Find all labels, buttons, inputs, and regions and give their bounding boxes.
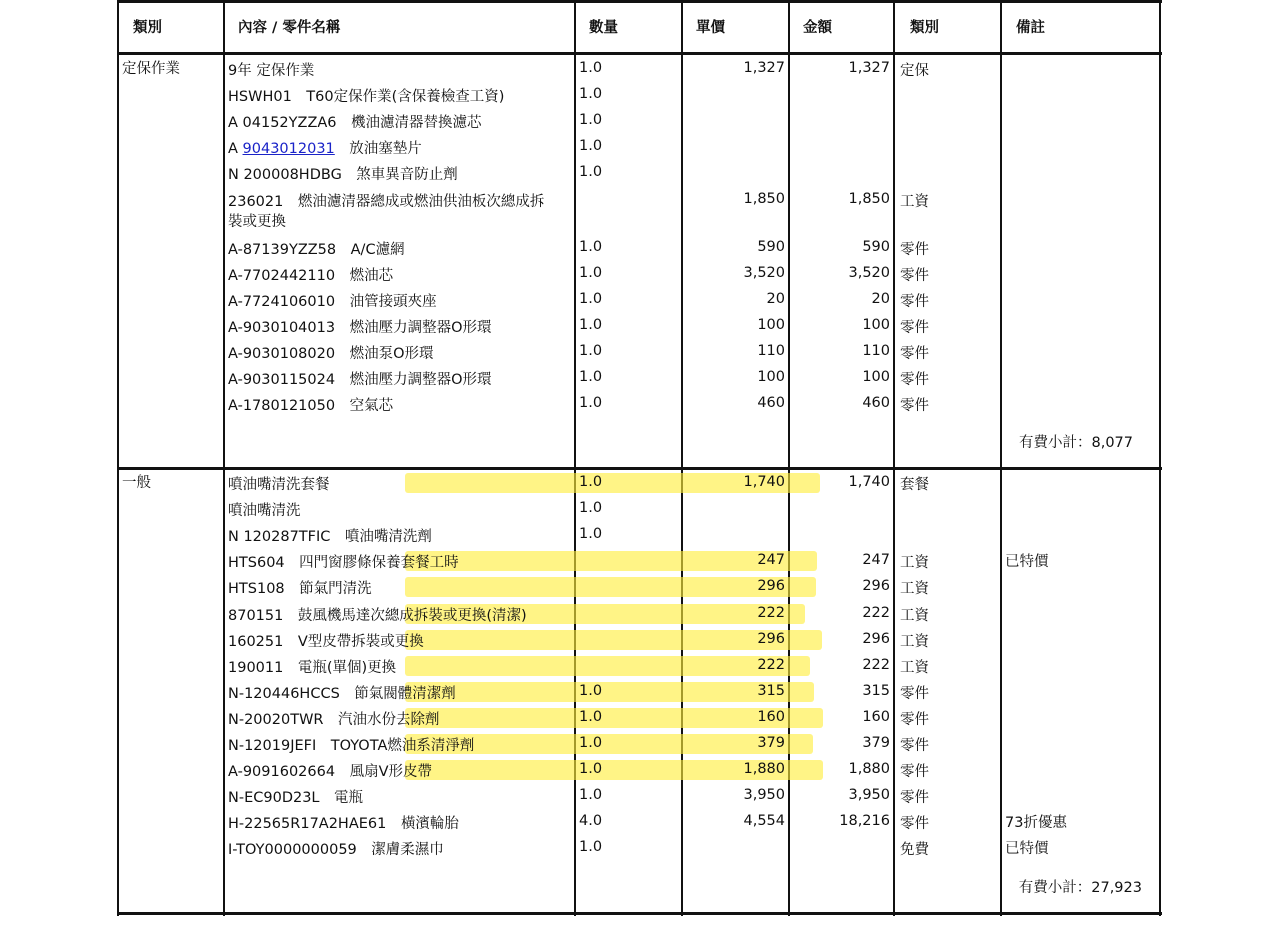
unit-price-cell: 1,327 bbox=[743, 60, 785, 76]
amount-cell: 1,850 bbox=[848, 190, 890, 207]
item-content: N-120446HCCS 節氣閥體清潔劑 bbox=[228, 685, 456, 702]
item-content: 190011 電瓶(單個)更換 bbox=[228, 659, 397, 676]
note-cell: 已特價 bbox=[1005, 841, 1049, 858]
table-border-left bbox=[117, 0, 119, 916]
item-content bbox=[228, 140, 422, 158]
qty-cell: 1.0 bbox=[579, 500, 603, 517]
item-content: 噴油嘴清洗 bbox=[228, 503, 301, 520]
item-content: A-1780121050 空氣芯 bbox=[228, 398, 394, 415]
amount-cell: 100 bbox=[862, 369, 890, 386]
item-content: N-12019JEFI TOYOTA燃油系清淨劑 bbox=[228, 738, 475, 754]
qty-cell: 1.0 bbox=[579, 682, 603, 699]
unit-price-cell: 1,740 bbox=[743, 474, 785, 490]
amount-cell: 3,950 bbox=[848, 787, 890, 804]
item-type-cell: 零件 bbox=[900, 764, 929, 781]
amount-cell: 590 bbox=[862, 238, 890, 255]
item-type-cell: 套餐 bbox=[900, 477, 929, 493]
qty-cell: 1.0 bbox=[579, 238, 603, 255]
item-type-cell: 零件 bbox=[900, 738, 929, 754]
unit-price-cell: 110 bbox=[757, 343, 785, 359]
qty-cell: 1.0 bbox=[579, 708, 603, 725]
qty-cell: 4.0 bbox=[579, 813, 603, 830]
unit-price-cell: 160 bbox=[757, 708, 785, 725]
qty-cell: 1.0 bbox=[579, 761, 603, 778]
qty-cell: 1.0 bbox=[579, 112, 603, 129]
section-subtotal: 有費小計：27,923 bbox=[1018, 880, 1142, 896]
note-cell: 已特價 bbox=[1005, 554, 1049, 571]
item-content: 870151 鼓風機馬達次總成拆裝或更換(清潔) bbox=[228, 607, 527, 624]
item-type-cell: 工資 bbox=[900, 193, 929, 210]
item-content: A-9091602664 風扇V形皮帶 bbox=[228, 764, 433, 781]
item-type-cell: 免費 bbox=[900, 842, 929, 859]
amount-cell: 296 bbox=[862, 578, 890, 595]
qty-cell: 1.0 bbox=[579, 60, 603, 76]
header-cell: 金額 bbox=[803, 20, 832, 36]
unit-price-cell: 590 bbox=[757, 238, 785, 255]
amount-cell: 315 bbox=[862, 682, 890, 699]
amount-cell: 160 bbox=[862, 708, 890, 725]
item-type-cell: 工資 bbox=[900, 607, 929, 624]
amount-cell: 247 bbox=[862, 552, 890, 569]
unit-price-cell: 3,950 bbox=[743, 787, 785, 804]
qty-cell: 1.0 bbox=[579, 264, 603, 281]
amount-cell: 379 bbox=[862, 735, 890, 751]
amount-cell: 18,216 bbox=[839, 813, 890, 830]
item-content: N 120287TFIC 噴油嘴清洗劑 bbox=[228, 529, 432, 546]
unit-price-cell: 20 bbox=[766, 290, 785, 307]
item-content: 160251 V型皮帶拆裝或更換 bbox=[228, 633, 424, 650]
qty-cell: 1.0 bbox=[579, 316, 603, 333]
amount-cell: 100 bbox=[862, 316, 890, 333]
item-type-cell: 零件 bbox=[900, 685, 929, 702]
item-content: I-TOY0000000059 潔膚柔濕巾 bbox=[228, 842, 444, 859]
amount-cell: 1,880 bbox=[848, 761, 890, 778]
item-type-cell: 零件 bbox=[900, 816, 929, 833]
amount-cell: 296 bbox=[862, 630, 890, 647]
unit-price-cell: 379 bbox=[757, 735, 785, 751]
table-border-bottom bbox=[117, 912, 1162, 915]
qty-cell: 1.0 bbox=[579, 343, 603, 359]
column-divider bbox=[223, 0, 225, 916]
item-content: N-20020TWR 汽油水份去除劑 bbox=[228, 711, 440, 728]
item-prefix: A bbox=[228, 141, 243, 158]
item-type-cell: 定保 bbox=[900, 63, 929, 79]
header-cell: 單價 bbox=[696, 20, 725, 36]
unit-price-cell: 222 bbox=[757, 604, 785, 621]
amount-cell: 110 bbox=[862, 343, 890, 359]
header-cell: 類別 bbox=[133, 20, 162, 36]
qty-cell: 1.0 bbox=[579, 164, 603, 181]
table-border-right bbox=[1159, 0, 1161, 916]
unit-price-cell: 222 bbox=[757, 656, 785, 673]
item-type-cell: 零件 bbox=[900, 267, 929, 284]
qty-cell: 1.0 bbox=[579, 787, 603, 804]
item-type-cell: 零件 bbox=[900, 241, 929, 258]
unit-price-cell: 100 bbox=[757, 316, 785, 333]
invoice-table bbox=[117, 0, 1162, 916]
qty-cell: 1.0 bbox=[579, 474, 603, 490]
item-content: A-9030104013 燃油壓力調整器O形環 bbox=[228, 319, 492, 336]
qty-cell: 1.0 bbox=[579, 369, 603, 386]
section-divider bbox=[117, 467, 1162, 470]
qty-cell: 1.0 bbox=[579, 839, 603, 856]
item-type-cell: 零件 bbox=[900, 398, 929, 415]
qty-cell: 1.0 bbox=[579, 86, 603, 103]
unit-price-cell: 1,880 bbox=[743, 761, 785, 778]
unit-price-cell: 100 bbox=[757, 369, 785, 386]
amount-cell: 3,520 bbox=[848, 264, 890, 281]
unit-price-cell: 315 bbox=[757, 682, 785, 699]
item-content: 噴油嘴清洗套餐 bbox=[228, 477, 330, 493]
item-name: 放油塞墊片 bbox=[334, 141, 422, 158]
item-content: A-9030108020 燃油泵O形環 bbox=[228, 346, 434, 362]
header-cell: 內容 / 零件名稱 bbox=[238, 20, 341, 36]
column-divider bbox=[1000, 0, 1002, 916]
header-cell: 備註 bbox=[1016, 20, 1045, 36]
item-type-cell: 工資 bbox=[900, 633, 929, 650]
unit-price-cell: 296 bbox=[757, 630, 785, 647]
item-type-cell: 工資 bbox=[900, 555, 929, 572]
item-type-cell: 工資 bbox=[900, 581, 929, 598]
unit-price-cell: 460 bbox=[757, 395, 785, 412]
item-content-continued: 裝或更換 bbox=[228, 213, 286, 230]
item-content: A-7702442110 燃油芯 bbox=[228, 267, 394, 284]
amount-cell: 1,740 bbox=[848, 474, 890, 490]
header-cell: 類別 bbox=[910, 20, 939, 36]
unit-price-cell: 296 bbox=[757, 578, 785, 595]
item-content: H-22565R17A2HAE61 橫濱輪胎 bbox=[228, 816, 459, 833]
item-type-cell: 零件 bbox=[900, 711, 929, 728]
column-divider bbox=[893, 0, 895, 916]
item-content: 236021 燃油濾清器總成或燃油供油板次總成拆 bbox=[228, 193, 545, 210]
item-type-cell: 零件 bbox=[900, 790, 929, 807]
header-cell: 數量 bbox=[589, 20, 618, 36]
amount-cell: 1,327 bbox=[848, 60, 890, 76]
qty-cell: 1.0 bbox=[579, 290, 603, 307]
amount-cell: 460 bbox=[862, 395, 890, 412]
section-category: 一般 bbox=[122, 475, 151, 491]
section-subtotal: 有費小計：8,077 bbox=[1018, 435, 1133, 451]
table-border-top bbox=[117, 0, 1162, 3]
item-content: HTS108 節氣門清洗 bbox=[228, 581, 372, 598]
qty-cell: 1.0 bbox=[579, 526, 603, 543]
item-content: A-9030115024 燃油壓力調整器O形環 bbox=[228, 372, 492, 389]
qty-cell: 1.0 bbox=[579, 138, 603, 155]
note-cell: 73折優惠 bbox=[1005, 815, 1067, 832]
header-divider bbox=[117, 52, 1162, 55]
item-type-cell: 零件 bbox=[900, 293, 929, 310]
item-type-cell: 零件 bbox=[900, 319, 929, 336]
item-content: N-EC90D23L 電瓶 bbox=[228, 790, 364, 807]
item-content: N 200008HDBG 煞車異音防止劑 bbox=[228, 167, 458, 184]
item-content: HTS604 四門窗膠條保養套餐工時 bbox=[228, 555, 459, 572]
amount-cell: 222 bbox=[862, 604, 890, 621]
qty-cell: 1.0 bbox=[579, 735, 603, 751]
unit-price-cell: 4,554 bbox=[743, 813, 785, 830]
unit-price-cell: 1,850 bbox=[743, 190, 785, 207]
item-content: HSWH01 T60定保作業(含保養檢查工資) bbox=[228, 89, 505, 106]
amount-cell: 20 bbox=[871, 290, 890, 307]
item-type-cell: 零件 bbox=[900, 346, 929, 362]
unit-price-cell: 247 bbox=[757, 552, 785, 569]
item-content: A 04152YZZA6 機油濾清器替換濾芯 bbox=[228, 115, 482, 132]
amount-cell: 222 bbox=[862, 656, 890, 673]
qty-cell: 1.0 bbox=[579, 395, 603, 412]
part-number-link[interactable]: 9043012031 bbox=[242, 141, 335, 158]
section-category: 定保作業 bbox=[122, 61, 180, 77]
item-content: 9年 定保作業 bbox=[228, 63, 315, 79]
item-type-cell: 零件 bbox=[900, 372, 929, 389]
item-content: A-87139YZZ58 A/C濾網 bbox=[228, 241, 405, 258]
item-content: A-7724106010 油管接頭夾座 bbox=[228, 293, 437, 310]
item-type-cell: 工資 bbox=[900, 659, 929, 676]
unit-price-cell: 3,520 bbox=[743, 264, 785, 281]
